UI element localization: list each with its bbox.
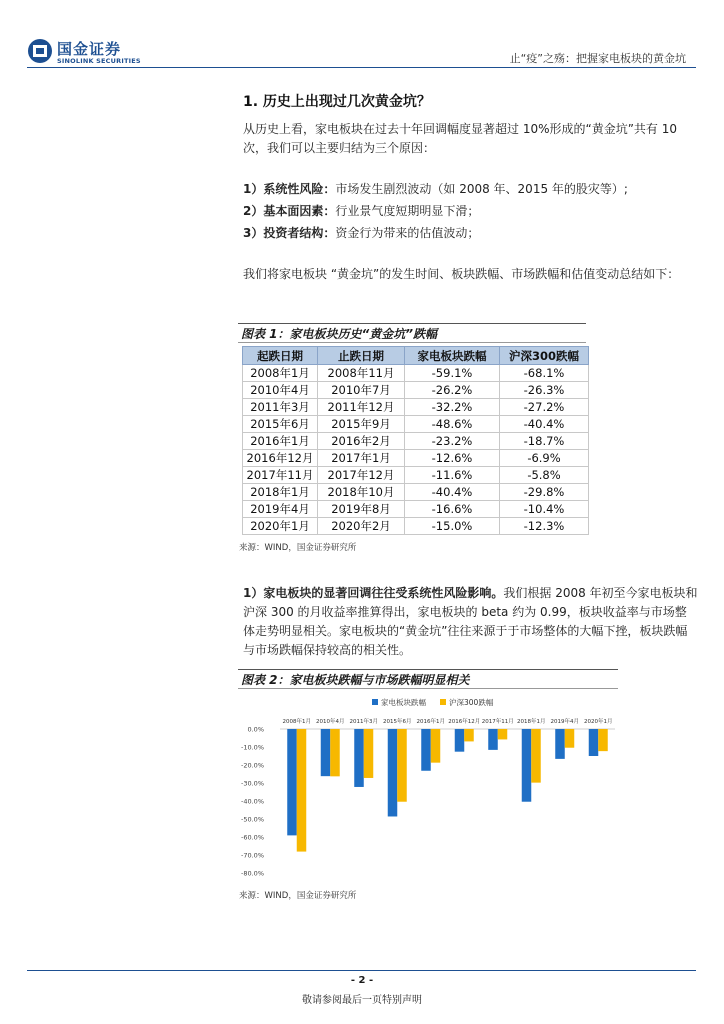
bar	[598, 729, 608, 751]
bar	[321, 729, 331, 776]
reason-number: 2）	[243, 204, 264, 218]
table-cell: -16.6%	[405, 501, 500, 518]
table-cell: 2020年1月	[243, 518, 318, 535]
table-cell: 2018年1月	[243, 484, 318, 501]
column-header: 家电板块跌幅	[405, 347, 500, 365]
bar	[330, 729, 340, 776]
x-tick-label: 2016年12月	[448, 719, 481, 725]
bar	[364, 729, 374, 778]
footer-divider	[27, 970, 696, 971]
table-cell: -15.0%	[405, 518, 500, 535]
x-tick-label: 2010年4月	[316, 719, 345, 725]
header-divider	[27, 67, 696, 68]
x-tick-label: 2017年11月	[481, 719, 514, 725]
table-cell: -32.2%	[405, 399, 500, 416]
bar	[455, 729, 465, 752]
table-cell: 2020年2月	[318, 518, 405, 535]
x-tick-label: 2019年4月	[550, 719, 579, 725]
figure1-title: 图表 1：家电板块历史“黄金坑”跌幅	[238, 323, 586, 343]
reason-item-2	[243, 202, 479, 219]
brand-name-cn: 国金证券	[57, 40, 122, 58]
reason-number: 3）	[243, 226, 264, 240]
table-cell: 2017年12月	[318, 467, 405, 484]
intro-paragraph: 从历史上看，家电板块在过去十年回调幅度显著超过 10%形成的“黄金坑”共有 10次，我们可以主要归结为三个原因：	[243, 122, 678, 155]
table-cell: -27.2%	[500, 399, 589, 416]
report-title: 止“疫”之殇：把握家电板块的黄金坑	[509, 52, 686, 65]
table-cell: -5.8%	[500, 467, 589, 484]
y-tick-label: -30.0%	[241, 779, 264, 788]
bar	[589, 729, 599, 756]
reason-text: 行业景气度短期明显下滑；	[335, 204, 480, 218]
bar	[354, 729, 364, 787]
bar	[464, 729, 474, 741]
table-cell: -10.4%	[500, 501, 589, 518]
company-logo	[27, 38, 141, 70]
point1-text: 我们根据 2008 年初至今家电板块和沪深 300 的月收益率推算得出，家电板块的 beta 约为 0.99，板块收益率与市场整体走势明显相关。家电板块的“黄金坑”往往来源于于市场整体的大幅下挫，板块跌幅与市场跌幅保持较高的相关性。	[243, 586, 698, 657]
bar	[522, 729, 532, 802]
reason-title: 系统性风险：	[263, 182, 336, 196]
table-header-row	[243, 347, 589, 365]
reason-number: 1）	[243, 182, 264, 196]
column-header: 止跌日期	[318, 347, 405, 365]
x-tick-label: 2020年1月	[584, 719, 613, 725]
table-cell: -68.1%	[500, 365, 589, 382]
table-cell: 2008年1月	[243, 365, 318, 382]
table-row	[243, 484, 589, 501]
table-cell: -40.4%	[500, 416, 589, 433]
summary-paragraph: 我们将家电板块 “黄金坑”的发生时间、板块跌幅、市场跌幅和估值变动总结如下：	[243, 267, 680, 281]
table-cell: 2016年1月	[243, 433, 318, 450]
column-header: 起跌日期	[243, 347, 318, 365]
point1-paragraph	[243, 584, 698, 660]
bar	[287, 729, 297, 835]
table-row	[243, 382, 589, 399]
table-row	[243, 365, 589, 382]
disclaimer-notice: 敬请参阅最后一页特别声明	[302, 995, 422, 1006]
table-cell: -26.3%	[500, 382, 589, 399]
y-tick-label: -70.0%	[241, 851, 264, 860]
table-cell: -12.6%	[405, 450, 500, 467]
table-cell: -40.4%	[405, 484, 500, 501]
table-cell: 2018年10月	[318, 484, 405, 501]
bar	[397, 729, 407, 802]
table-cell: 2017年11月	[243, 467, 318, 484]
reason-item-3	[243, 224, 479, 241]
table-cell: 2010年7月	[318, 382, 405, 399]
bar	[388, 729, 398, 816]
table-cell: 2015年9月	[318, 416, 405, 433]
y-tick-label: -40.0%	[241, 797, 264, 806]
page-number: - 2 -	[350, 975, 374, 986]
drawdown-bar-chart	[240, 691, 620, 884]
point1-bold: 家电板块的显著回调往往受系统性风险影响。	[263, 586, 504, 600]
table-cell: 2011年12月	[318, 399, 405, 416]
table-row	[243, 399, 589, 416]
table-cell: 2008年11月	[318, 365, 405, 382]
table-cell: 2016年2月	[318, 433, 405, 450]
table-row	[243, 467, 589, 484]
reason-title: 基本面因素：	[263, 204, 336, 218]
bar	[555, 729, 565, 759]
table-cell: -6.9%	[500, 450, 589, 467]
x-tick-label: 2016年1月	[416, 719, 445, 725]
table-cell: 2019年8月	[318, 501, 405, 518]
y-tick-label: -50.0%	[241, 815, 264, 824]
bar	[531, 729, 541, 783]
bar	[297, 729, 307, 852]
logo-mark-icon	[27, 38, 53, 64]
column-header: 沪深300跌幅	[500, 347, 589, 365]
y-tick-label: -10.0%	[241, 743, 264, 752]
section-heading: 1. 历史上出现过几次黄金坑？	[243, 94, 431, 110]
x-tick-label: 2018年1月	[517, 719, 546, 725]
reason-item-1	[243, 180, 628, 197]
y-tick-label: 0.0%	[247, 725, 264, 734]
table-cell: -23.2%	[405, 433, 500, 450]
figure1-source: 来源：WIND，国金证券研究所	[239, 543, 357, 553]
table-cell: -11.6%	[405, 467, 500, 484]
bar	[498, 729, 508, 739]
figure2-source: 来源：WIND，国金证券研究所	[239, 891, 357, 901]
brand-name-en: SINOLINK SECURITIES	[57, 57, 141, 65]
y-tick-label: -80.0%	[241, 869, 264, 878]
table-cell: 2017年1月	[318, 450, 405, 467]
y-tick-label: -20.0%	[241, 761, 264, 770]
legend-label: 沪深300跌幅	[449, 698, 494, 707]
table-row	[243, 416, 589, 433]
table-row	[243, 450, 589, 467]
table-cell: -18.7%	[500, 433, 589, 450]
table-cell: 2016年12月	[243, 450, 318, 467]
bar	[565, 729, 575, 748]
table-cell: 2015年6月	[243, 416, 318, 433]
x-tick-label: 2011年3月	[349, 719, 378, 725]
table-cell: -59.1%	[405, 365, 500, 382]
table-cell: -12.3%	[500, 518, 589, 535]
table-cell: -48.6%	[405, 416, 500, 433]
drawdown-table	[242, 346, 589, 535]
bar	[421, 729, 431, 771]
reason-title: 投资者结构：	[263, 226, 336, 240]
bar	[431, 729, 441, 763]
x-tick-label: 2008年1月	[282, 719, 311, 725]
table-row	[243, 518, 589, 535]
table-cell: -26.2%	[405, 382, 500, 399]
table-cell: 2011年3月	[243, 399, 318, 416]
bar	[488, 729, 498, 750]
legend-swatch	[372, 699, 378, 705]
legend-label: 家电板块跌幅	[381, 698, 426, 707]
figure2-title: 图表 2：家电板块跌幅与市场跌幅明显相关	[238, 669, 618, 689]
table-cell: 2010年4月	[243, 382, 318, 399]
table-cell: 2019年4月	[243, 501, 318, 518]
table-row	[243, 433, 589, 450]
y-tick-label: -60.0%	[241, 833, 264, 842]
point1-number: 1）	[243, 586, 264, 600]
table-row	[243, 501, 589, 518]
reason-text: 资金行为带来的估值波动；	[335, 226, 480, 240]
reason-text: 市场发生剧烈波动（如 2008 年、2015 年的股灾等）;	[335, 182, 628, 196]
legend-swatch	[440, 699, 446, 705]
table-cell: -29.8%	[500, 484, 589, 501]
x-tick-label: 2015年6月	[383, 719, 412, 725]
